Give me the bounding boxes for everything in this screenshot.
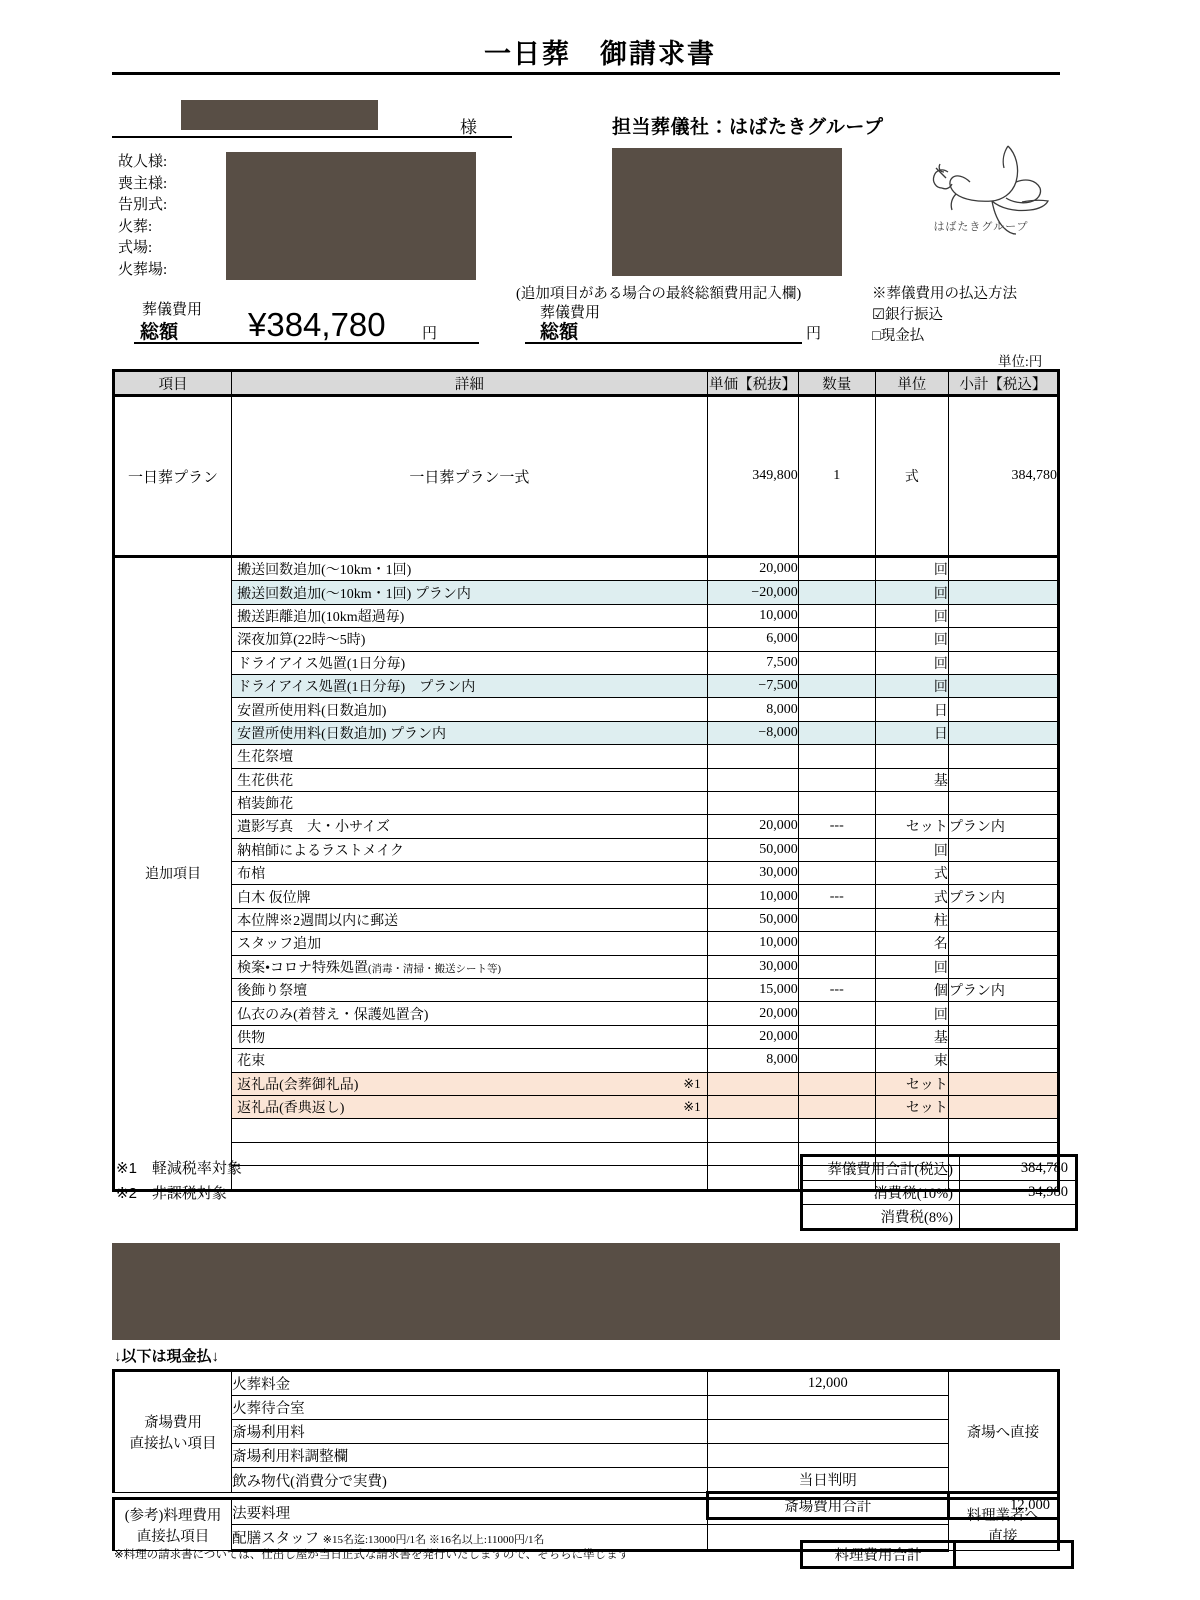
table-row xyxy=(114,1025,1059,1048)
meal-destination: 料理業者へ 直接 xyxy=(948,1499,1058,1551)
table-row xyxy=(114,791,1059,814)
row-unit-price: 8,000 xyxy=(707,698,798,721)
row-detail: 生花供花 xyxy=(232,768,708,791)
row-unit: 個 xyxy=(875,979,948,1002)
row-unit: 日 xyxy=(875,721,948,744)
row-detail: 返礼品(香典返し) ※1 xyxy=(232,1095,708,1118)
funeral-total-underline xyxy=(134,342,479,344)
row-unit-price: −8,000 xyxy=(707,721,798,744)
row-unit: 回 xyxy=(875,651,948,674)
col-header-unit: 単位 xyxy=(875,371,948,396)
col-header-quantity: 数量 xyxy=(798,371,875,396)
venue-row-amount xyxy=(707,1420,948,1444)
table-row xyxy=(114,674,1059,697)
venue-row-detail: 火葬待合室 xyxy=(232,1396,708,1420)
row-detail: 花束 xyxy=(232,1049,708,1072)
table-row xyxy=(114,1119,1059,1142)
summary-row xyxy=(802,1156,1077,1181)
row-detail: 検案•コロナ特殊処置(消毒・清掃・搬送シート等) xyxy=(232,955,708,978)
plan-detail: 一日葬プラン一式 xyxy=(232,396,708,557)
row-subtotal xyxy=(948,721,1058,744)
venue-row-detail: 斎場利用料調整欄 xyxy=(232,1444,708,1468)
additional-items-label: 追加項目 xyxy=(114,557,232,1191)
optional-total-underline xyxy=(525,342,802,344)
row-unit: 回 xyxy=(875,581,948,604)
row-unit-price xyxy=(707,1072,798,1095)
row-quantity xyxy=(798,768,875,791)
row-unit-price: −20,000 xyxy=(707,581,798,604)
row-unit xyxy=(875,1119,948,1142)
footnote-tax-exempt: ※2 非課税対象 xyxy=(116,1185,227,1202)
row-unit: 式 xyxy=(875,862,948,885)
summary-totals-table xyxy=(800,1154,1078,1231)
funeral-total-yen-unit: 円 xyxy=(422,326,438,342)
table-row xyxy=(114,721,1059,744)
summary-label: 消費税(10%) xyxy=(802,1181,960,1205)
row-detail: 布棺 xyxy=(232,862,708,885)
meal-row-detail: 配膳スタッフ ※15名迄:13000円/1名 ※16名以上:11000円/1名 xyxy=(232,1525,708,1551)
payment-option-cash[interactable]: □現金払 xyxy=(872,328,925,344)
meal-row-detail: 法要料理 xyxy=(232,1499,708,1525)
row-subtotal xyxy=(948,604,1058,627)
redacted-deceased-info xyxy=(226,152,476,280)
row-unit-price: 20,000 xyxy=(707,1002,798,1025)
row-unit: 基 xyxy=(875,768,948,791)
row-detail: 白木 仮位牌 xyxy=(232,885,708,908)
table-row xyxy=(114,815,1059,838)
venue-row-amount: 12,000 xyxy=(707,1371,948,1396)
row-detail: ドライアイス処置(1日分毎) プラン内 xyxy=(232,674,708,697)
row-quantity: --- xyxy=(798,979,875,1002)
row-unit-price xyxy=(707,1142,798,1165)
row-subtotal xyxy=(948,651,1058,674)
info-label-deceased: 故人様: xyxy=(118,154,168,170)
row-unit-price xyxy=(707,1119,798,1142)
row-unit: セット xyxy=(875,1072,948,1095)
venue-row-detail: 飲み物代(消費分で実費) xyxy=(232,1468,708,1493)
row-unit-price: 20,000 xyxy=(707,557,798,581)
redacted-customer-name xyxy=(181,100,378,130)
info-label-chief-mourner: 喪主様: xyxy=(118,175,168,192)
table-row xyxy=(114,768,1059,791)
row-quantity xyxy=(798,908,875,931)
row-detail: 棺装飾花 xyxy=(232,791,708,814)
table-row xyxy=(114,908,1059,931)
row-detail: 本位牌※2週間以内に郵送 xyxy=(232,908,708,931)
meal-cost-label: (参考)料理費用 直接払項目 xyxy=(114,1499,232,1551)
meal-row-amount xyxy=(707,1499,948,1525)
summary-label: 消費税(8%) xyxy=(802,1205,960,1230)
row-quantity xyxy=(798,604,875,627)
row-quantity: --- xyxy=(798,885,875,908)
row-subtotal xyxy=(948,674,1058,697)
row-quantity xyxy=(798,791,875,814)
meal-total-value xyxy=(955,1542,1073,1568)
row-detail: 安置所使用料(日数追加) xyxy=(232,698,708,721)
row-unit: セット xyxy=(875,1095,948,1118)
table-header-row xyxy=(114,371,1059,396)
venue-row-detail: 斎場利用料 xyxy=(232,1420,708,1444)
row-quantity: --- xyxy=(798,815,875,838)
row-quantity xyxy=(798,932,875,955)
currency-unit-note: 単位:円 xyxy=(998,354,1043,369)
row-unit-price: 7,500 xyxy=(707,651,798,674)
row-quantity xyxy=(798,1072,875,1095)
agency-label: 担当葬儀社：はばたきグループ xyxy=(612,117,884,138)
row-detail: 遺影写真 大・小サイズ xyxy=(232,815,708,838)
deceased-info-labels xyxy=(118,152,167,281)
venue-row xyxy=(114,1420,1059,1444)
row-detail: 仏衣のみ(着替え・保護処置含) xyxy=(232,1002,708,1025)
row-subtotal xyxy=(948,908,1058,931)
row-unit xyxy=(875,745,948,768)
row-detail: スタッフ追加 xyxy=(232,932,708,955)
table-row xyxy=(114,581,1059,604)
redacted-agency-info xyxy=(612,148,842,276)
funeral-cost-label: 葬儀費用 xyxy=(142,302,203,318)
table-row xyxy=(114,698,1059,721)
row-subtotal xyxy=(948,1072,1058,1095)
table-row xyxy=(114,557,1059,581)
row-unit: 名 xyxy=(875,932,948,955)
row-subtotal xyxy=(948,838,1058,861)
plan-unit-price: 349,800 xyxy=(707,396,798,557)
row-quantity xyxy=(798,745,875,768)
table-row xyxy=(114,885,1059,908)
row-unit: 日 xyxy=(875,698,948,721)
row-detail: 深夜加算(22時～5時) xyxy=(232,628,708,651)
row-detail: ドライアイス処置(1日分毎) xyxy=(232,651,708,674)
row-unit-price: 10,000 xyxy=(707,885,798,908)
row-unit-price: 6,000 xyxy=(707,628,798,651)
plan-quantity: 1 xyxy=(798,396,875,557)
optional-total-label: 総額 xyxy=(540,322,579,343)
row-quantity xyxy=(798,674,875,697)
row-detail: 搬送回数追加(～10km・1回) xyxy=(232,557,708,581)
row-detail: 生花祭壇 xyxy=(232,745,708,768)
row-detail xyxy=(232,1166,708,1190)
venue-total-label: 斎場費用合計 xyxy=(707,1493,948,1519)
summary-row xyxy=(802,1181,1077,1205)
info-label-crematorium: 火葬場: xyxy=(118,261,168,278)
row-detail: 搬送距離追加(10km超過毎) xyxy=(232,604,708,627)
plan-unit: 式 xyxy=(875,396,948,557)
row-unit-price: 50,000 xyxy=(707,838,798,861)
row-quantity xyxy=(798,721,875,744)
venue-total-value: 12,000 xyxy=(948,1493,1058,1519)
funeral-total-amount: ¥384,780 xyxy=(248,306,386,343)
row-unit-price: 50,000 xyxy=(707,908,798,931)
row-quantity xyxy=(798,651,875,674)
row-unit: 回 xyxy=(875,674,948,697)
col-header-unit-price: 単価【税抜】 xyxy=(707,371,798,396)
venue-row xyxy=(114,1371,1059,1396)
row-quantity xyxy=(798,628,875,651)
venue-row-amount xyxy=(707,1444,948,1468)
row-quantity xyxy=(798,1095,875,1118)
row-unit: 基 xyxy=(875,1025,948,1048)
row-subtotal xyxy=(948,628,1058,651)
row-unit-price: 15,000 xyxy=(707,979,798,1002)
row-unit-price: 30,000 xyxy=(707,862,798,885)
row-subtotal xyxy=(948,1002,1058,1025)
redacted-notes-band xyxy=(112,1243,1060,1340)
row-quantity xyxy=(798,581,875,604)
row-quantity xyxy=(798,1002,875,1025)
invoice-items-table xyxy=(112,369,1060,1192)
optional-total-yen-unit: 円 xyxy=(806,326,822,342)
summary-label: 葬儀費用合計(税込) xyxy=(802,1156,960,1181)
table-row xyxy=(114,932,1059,955)
info-label-venue: 式場: xyxy=(118,240,153,256)
row-subtotal xyxy=(948,581,1058,604)
venue-row-amount: 当日判明 xyxy=(707,1468,948,1493)
col-header-subtotal: 小計【税込】 xyxy=(948,371,1058,396)
row-unit-price xyxy=(707,1166,798,1190)
row-unit-price: 10,000 xyxy=(707,932,798,955)
venue-row-detail: 火葬料金 xyxy=(232,1371,708,1396)
row-quantity xyxy=(798,557,875,581)
payment-method-title: ※葬儀費用の払込方法 xyxy=(872,286,1017,302)
customer-name-suffix: 様 xyxy=(460,118,477,137)
row-detail: 搬送回数追加(～10km・1回) プラン内 xyxy=(232,581,708,604)
row-quantity xyxy=(798,862,875,885)
table-row xyxy=(114,628,1059,651)
row-unit: 束 xyxy=(875,1049,948,1072)
row-unit: 柱 xyxy=(875,908,948,931)
row-unit-price: 8,000 xyxy=(707,1049,798,1072)
row-subtotal: プラン内 xyxy=(948,885,1058,908)
payment-option-bank-transfer[interactable]: ☑銀行振込 xyxy=(872,307,943,323)
meal-total-label: 料理費用合計 xyxy=(802,1542,955,1568)
plan-item-name: 一日葬プラン xyxy=(114,396,232,557)
row-detail: 供物 xyxy=(232,1025,708,1048)
row-quantity xyxy=(798,698,875,721)
footnote-reduced-tax: ※1 軽減税率対象 xyxy=(116,1160,242,1177)
table-row xyxy=(114,1049,1059,1072)
venue-row xyxy=(114,1396,1059,1420)
venue-cost-label: 斎場費用 直接払い項目 xyxy=(114,1371,232,1493)
optional-total-note: (追加項目がある場合の最終総額費用記入欄) xyxy=(516,286,802,302)
summary-value xyxy=(960,1205,1077,1230)
row-unit-price xyxy=(707,1095,798,1118)
row-unit-price xyxy=(707,768,798,791)
dove-logo-icon xyxy=(912,138,1052,258)
meal-total-table xyxy=(800,1540,1074,1569)
row-subtotal xyxy=(948,1095,1058,1118)
row-detail: 返礼品(会葬御礼品) ※1 xyxy=(232,1072,708,1095)
row-quantity xyxy=(798,955,875,978)
row-subtotal xyxy=(948,1025,1058,1048)
meal-footnote: ※料理の請求書については、仕出し屋が当日正式な請求書を発行いたしますので、そちらに準じます xyxy=(114,1549,630,1561)
row-unit: 回 xyxy=(875,557,948,581)
table-row xyxy=(114,745,1059,768)
row-subtotal xyxy=(948,862,1058,885)
row-detail: 安置所使用料(日数追加) プラン内 xyxy=(232,721,708,744)
row-unit-price: 20,000 xyxy=(707,1025,798,1048)
row-unit: セット xyxy=(875,815,948,838)
row-subtotal xyxy=(948,768,1058,791)
venue-row-amount xyxy=(707,1396,948,1420)
row-unit-price xyxy=(707,791,798,814)
row-detail: 後飾り祭壇 xyxy=(232,979,708,1002)
venue-row xyxy=(114,1444,1059,1468)
table-row xyxy=(114,1095,1059,1118)
table-row xyxy=(114,838,1059,861)
summary-value: 384,780 xyxy=(960,1156,1077,1181)
row-unit: 回 xyxy=(875,955,948,978)
row-detail xyxy=(232,1119,708,1142)
row-unit: 回 xyxy=(875,838,948,861)
plan-row xyxy=(114,396,1059,557)
row-subtotal: プラン内 xyxy=(948,815,1058,838)
row-unit: 式 xyxy=(875,885,948,908)
row-unit-price xyxy=(707,745,798,768)
row-subtotal xyxy=(948,955,1058,978)
row-subtotal: プラン内 xyxy=(948,979,1058,1002)
row-quantity xyxy=(798,1049,875,1072)
table-row xyxy=(114,955,1059,978)
row-subtotal xyxy=(948,1049,1058,1072)
table-row xyxy=(114,979,1059,1002)
row-subtotal xyxy=(948,791,1058,814)
page-title: 一日葬 御請求書 xyxy=(484,39,716,69)
row-quantity xyxy=(798,1119,875,1142)
logo-caption: はばたきグループ xyxy=(933,221,1029,233)
title-divider xyxy=(112,72,1060,75)
row-unit-price: 10,000 xyxy=(707,604,798,627)
table-row xyxy=(114,1072,1059,1095)
summary-row xyxy=(802,1205,1077,1230)
info-label-farewell-ceremony: 告別式: xyxy=(118,197,168,213)
info-label-cremation: 火葬: xyxy=(118,218,153,235)
row-subtotal xyxy=(948,932,1058,955)
row-unit-price: −7,500 xyxy=(707,674,798,697)
meal-row xyxy=(114,1499,1059,1525)
row-unit: 回 xyxy=(875,1002,948,1025)
row-subtotal xyxy=(948,1119,1058,1142)
row-detail xyxy=(232,1142,708,1165)
table-row xyxy=(114,1002,1059,1025)
row-detail: 納棺師によるラストメイク xyxy=(232,838,708,861)
row-subtotal xyxy=(948,557,1058,581)
table-row xyxy=(114,651,1059,674)
optional-cost-label: 葬儀費用 xyxy=(540,305,601,321)
funeral-total-label: 総額 xyxy=(140,322,179,343)
summary-value: 34,980 xyxy=(960,1181,1077,1205)
meal-total-row xyxy=(802,1542,1073,1568)
col-header-item: 項目 xyxy=(114,371,232,396)
row-subtotal xyxy=(948,745,1058,768)
table-row xyxy=(114,604,1059,627)
row-unit xyxy=(875,791,948,814)
row-unit-price: 20,000 xyxy=(707,815,798,838)
venue-destination: 斎場へ直接 xyxy=(948,1371,1058,1493)
row-unit-price: 30,000 xyxy=(707,955,798,978)
row-unit: 回 xyxy=(875,604,948,627)
row-subtotal xyxy=(948,698,1058,721)
row-unit: 回 xyxy=(875,628,948,651)
row-quantity xyxy=(798,838,875,861)
plan-subtotal: 384,780 xyxy=(948,396,1058,557)
venue-row xyxy=(114,1468,1059,1493)
row-quantity xyxy=(798,1025,875,1048)
table-row xyxy=(114,862,1059,885)
cash-payment-note: ↓以下は現金払↓ xyxy=(114,1348,220,1365)
col-header-detail: 詳細 xyxy=(232,371,708,396)
